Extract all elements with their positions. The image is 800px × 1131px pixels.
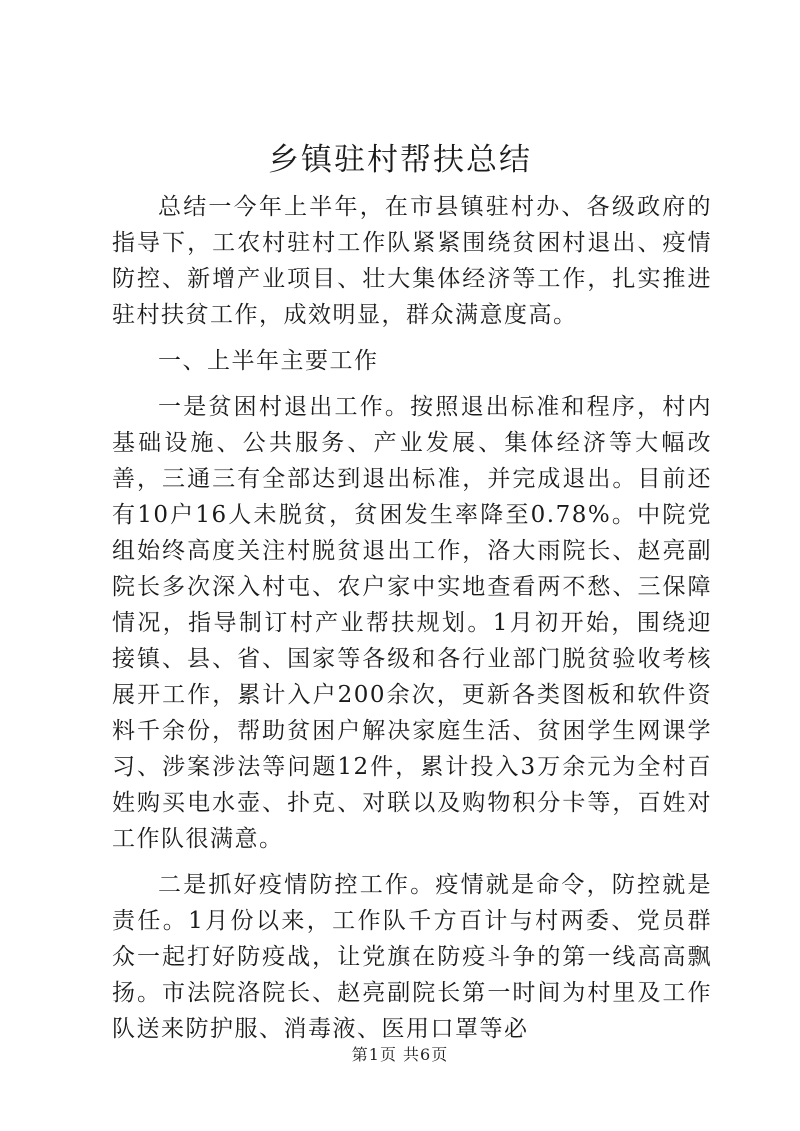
paragraph-epidemic-control: 二是抓好疫情防控工作。疫情就是命令，防控就是责任。1月份以来，工作队千方百计与村两委、党员群众一起打好防疫战，让党旗在防疫斗争的第一线高高飘扬。市法院洛院长、赵亮副院长第一时间为村里及工作队送来防护服、消毒液、医用口罩等必 (112, 872, 712, 1042)
section-heading: 一、上半年主要工作 (158, 348, 379, 374)
paragraph-intro: 总结一今年上半年，在市县镇驻村办、各级政府的指导下，工农村驻村工作队紧紧围绕贫困村退出、疫情防控、新增产业项目、壮大集体经济等工作，扎实推进驻村扶贫工作，成效明显，群众满意度高。 (112, 194, 712, 328)
document-title: 乡镇驻村帮扶总结 (268, 142, 532, 178)
page-number-footer: 第1页 共6页 (351, 1045, 449, 1064)
document-body (112, 189, 712, 1057)
paragraph-poverty-exit: 一是贫困村退出工作。按照退出标准和程序，村内基础设施、公共服务、产业发展、集体经济等大幅改善，三通三有全部达到退出标准，并完成退出。目前还有10户16人未脱贫，贫困发生率降至0.78%。中院党组始终高度关注村脱贫退出工作，洛大雨院长、赵亮副院长多次深入村屯、农户家中实地查看两不愁、三保障情况，指导制订村产业帮扶规划。1月初开始，围绕迎接镇、县、省、国家等各级和各行业部门脱贫验收考核展开工作，累计入户200余次，更新各类图板和软件资料千余份，帮助贫困户解决家庭生活、贫困学生网课学习、涉案涉法等问题12件，累计投入3万余元为全村百姓购买电水壶、扑克、对联以及购物积分卡等，百姓对工作队很满意。 (112, 394, 712, 852)
